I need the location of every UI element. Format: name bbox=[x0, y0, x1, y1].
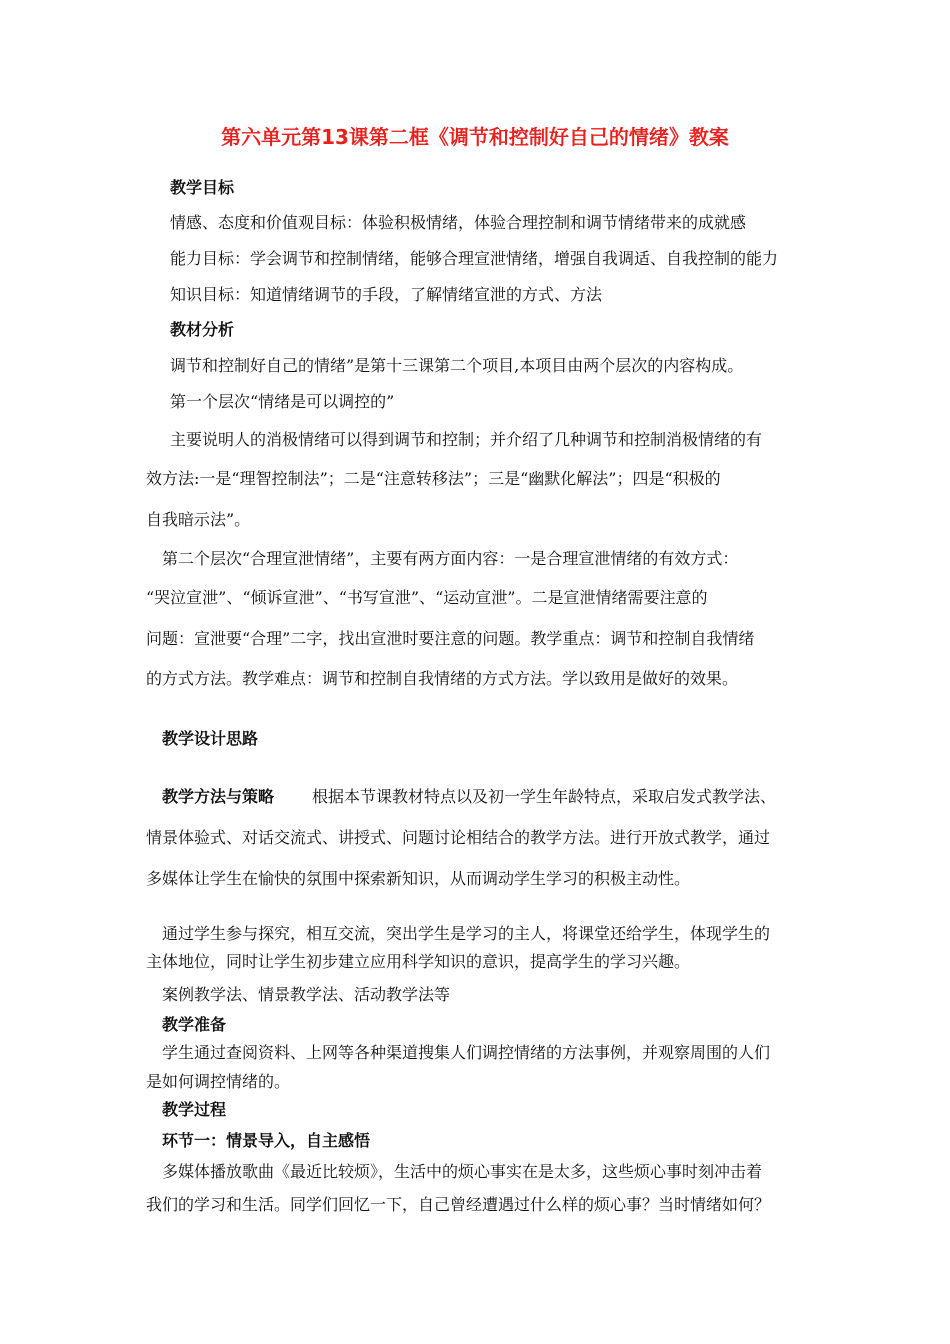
objectives-heading: 教学目标 bbox=[170, 178, 235, 197]
level2-line: 的方式方法。教学难点：调节和控制自我情绪的方式方法。学以致用是做好的效果。 bbox=[146, 669, 739, 688]
step1-line: 我们的学习和生活。同学们回忆一下，自己曾经遭遇过什么样的烦心事？当时情绪如何？ bbox=[146, 1195, 771, 1214]
level2-line: 问题：宣泄要“合理”二字，找出宣泄时要注意的问题。教学重点：调节和控制自我情绪 bbox=[146, 629, 755, 648]
design-heading: 教学设计思路 bbox=[162, 729, 259, 748]
methods-list: 案例教学法、情景教学法、活动教学法等 bbox=[162, 985, 451, 1004]
level1-title: 第一个层次“情绪是可以调控的” bbox=[170, 392, 395, 411]
level1-line: 主要说明人的消极情绪可以得到调节和控制；并介绍了几种调节和控制消极情绪的有 bbox=[170, 430, 763, 449]
preparation-line: 是如何调控情绪的。 bbox=[146, 1072, 291, 1091]
participation-line: 主体地位，同时让学生初步建立应用科学知识的意识，提高学生的学习兴趣。 bbox=[146, 952, 691, 971]
level2-line: 第二个层次“合理宣泄情绪”，主要有两方面内容：一是合理宣泄情绪的有效方式： bbox=[162, 549, 739, 568]
participation-line: 通过学生参与探究，相互交流，突出学生是学习的主人，将课堂还给学生，体现学生的 bbox=[162, 924, 771, 943]
preparation-line: 学生通过查阅资料、上网等各种渠道搜集人们调控情绪的方法事例，并观察周围的人们 bbox=[162, 1043, 771, 1062]
method-line: 多媒体让学生在愉快的氛围中探索新知识，从而调动学生学习的积极主动性。 bbox=[146, 869, 691, 888]
page-title: 第六单元第13课第二框《调节和控制好自己的情绪》教案 bbox=[221, 125, 729, 149]
level1-line: 自我暗示法”。 bbox=[146, 510, 251, 529]
method-line: 情景体验式、对话交流式、讲授式、问题讨论相结合的教学方法。进行开放式教学，通过 bbox=[146, 828, 771, 847]
level2-line: “哭泣宣泄”、“倾诉宣泄”、“书写宣泄”、“运动宣泄”。二是宣泄情绪需要注意的 bbox=[146, 588, 708, 607]
analysis-heading: 教材分析 bbox=[170, 320, 235, 339]
analysis-intro: 调节和控制好自己的情绪”是第十三课第二个项目,本项目由两个层次的内容构成。 bbox=[170, 356, 744, 375]
objective-ability: 能力目标：学会调节和控制情绪，能够合理宣泄情绪，增强自我调适、自我控制的能力 bbox=[170, 249, 779, 268]
objective-emotion: 情感、态度和价值观目标：体验积极情绪，体验合理控制和调节情绪带来的成就感 bbox=[170, 213, 747, 232]
preparation-heading: 教学准备 bbox=[162, 1015, 227, 1034]
step1-line: 多媒体播放歌曲《最近比较烦》，生活中的烦心事实在是太多，这些烦心事时刻冲击着 bbox=[162, 1162, 763, 1181]
objective-knowledge: 知识目标：知道情绪调节的手段，了解情绪宣泄的方式、方法 bbox=[170, 285, 603, 304]
method-label: 教学方法与策略 bbox=[162, 787, 275, 806]
step1-title: 环节一：情景导入，自主感悟 bbox=[162, 1131, 371, 1150]
level1-line: 效方法:一是“理智控制法”；二是“注意转移法”；三是“幽默化解法”；四是“积极的 bbox=[146, 469, 721, 488]
process-heading: 教学过程 bbox=[162, 1100, 227, 1119]
method-first-line: 根据本节课教材特点以及初一学生年龄特点，采取启发式教学法、 bbox=[312, 787, 777, 806]
